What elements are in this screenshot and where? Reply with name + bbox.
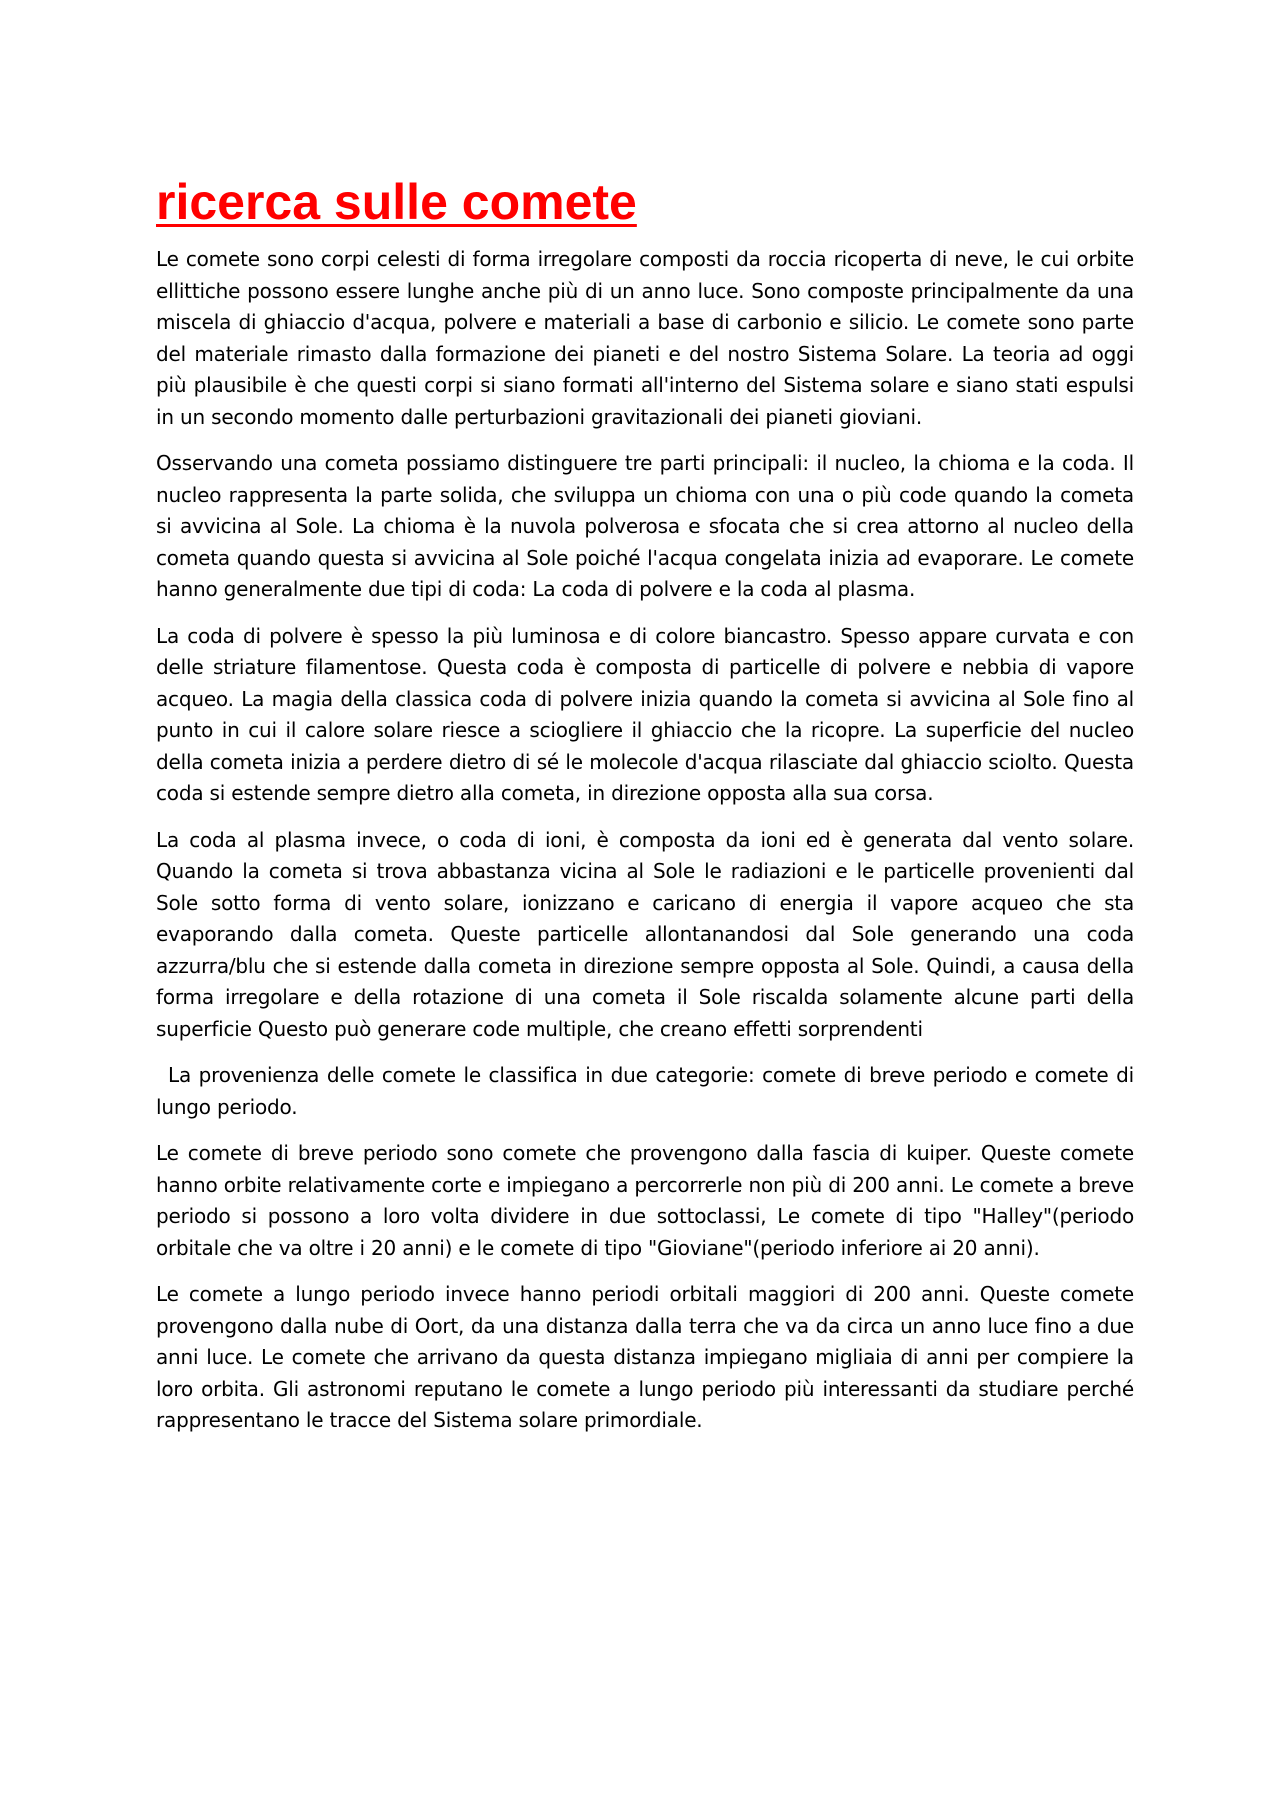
paragraph-introduction: Le comete sono corpi celesti di forma irregolare composti da roccia ricoperta di neve, le cui orbite ellittiche possono essere lunghe anche più di un anno luce. Sono composte principalmente da una miscela di ghiaccio d'acqua, polvere e materiali a base di carbonio e silicio. Le comete sono parte del materiale rimasto dalla formazione dei pianeti e del nostro Sistema Solare. La teoria ad oggi più plausibile è che questi corpi si siano formati all'interno del Sistema solare e siano stati espulsi in un secondo momento dalle perturbazioni gravitazionali dei pianeti gioviani. — [156, 247, 1134, 429]
paragraph-comet-parts: Osservando una cometa possiamo distinguere tre parti principali: il nucleo, la chioma e la coda. Il nucleo rappresenta la parte solida, che sviluppa un chioma con una o più code quando la cometa si avvicina al Sole. La chioma è la nuvola polverosa e sfocata che si crea attorno al nucleo della cometa quando questa si avvicina al Sole poiché l'acqua congelata inizia ad evaporare. Le comete hanno generalmente due tipi di coda: La coda di polvere e la coda al plasma. — [156, 451, 1134, 601]
paragraph-short-period: Le comete di breve periodo sono comete che provengono dalla fascia di kuiper. Queste comete hanno orbite relativamente corte e impiegano a percorrerle non più di 200 anni. Le comete a breve periodo si possono a loro volta dividere in due sottoclassi, Le comete di tipo "Halley"(periodo orbitale che va oltre i 20 anni) e le comete di tipo "Gioviane"(periodo inferiore ai 20 anni). — [156, 1141, 1134, 1260]
paragraph-long-period: Le comete a lungo periodo invece hanno periodi orbitali maggiori di 200 anni. Queste comete provengono dalla nube di Oort, da una distanza dalla terra che va da circa un anno luce fino a due anni luce. Le comete che arrivano da questa distanza impiegano migliaia di anni per compiere la loro orbita. Gli astronomi reputano le comete a lungo periodo più interessanti da studiare perché rappresentano le tracce del Sistema solare primordiale. — [156, 1282, 1134, 1432]
paragraph-plasma-tail: La coda al plasma invece, o coda di ioni, è composta da ioni ed è generata dal vento solare. Quando la cometa si trova abbastanza vicina al Sole le radiazioni e le particelle provenienti dal Sole sotto forma di vento solare, ionizzano e caricano di energia il vapore acqueo che sta evaporando dalla cometa. Queste particelle allontanandosi dal Sole generando una coda azzurra/blu che si estende dalla cometa in direzione sempre opposta al Sole. Quindi, a causa della forma irregolare e della rotazione di una cometa il Sole riscalda solamente alcune parti della superficie Questo può generare code multiple, che creano effetti sorprendenti — [156, 827, 1134, 1041]
paragraph-classification: La provenienza delle comete le classifica in due categorie: comete di breve periodo e comete di lungo periodo. — [156, 1063, 1134, 1119]
paragraph-dust-tail: La coda di polvere è spesso la più luminosa e di colore biancastro. Spesso appare curvata e con delle striature filamentose. Questa coda è composta di particelle di polvere e nebbia di vapore acqueo. La magia della classica coda di polvere inizia quando la cometa si avvicina al Sole fino al punto in cui il calore solare riesce a sciogliere il ghiaccio che la ricopre. La superficie del nucleo della cometa inizia a perdere dietro di sé le molecole d'acqua rilasciate dal ghiaccio sciolto. Questa coda si estende sempre dietro alla cometa, in direzione opposta alla sua corsa. — [156, 623, 1134, 805]
document-title: ricerca sulle comete — [156, 174, 637, 230]
document-page — [156, 172, 1134, 1452]
